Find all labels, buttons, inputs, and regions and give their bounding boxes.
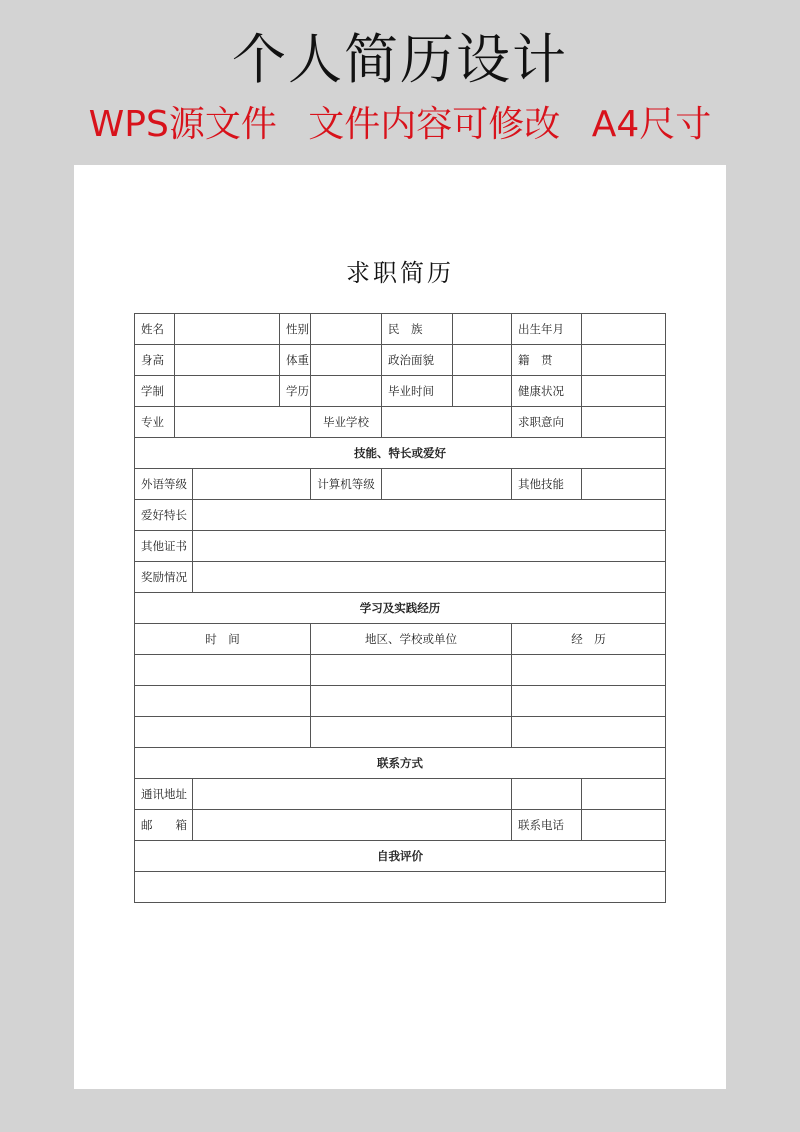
input-intent[interactable] (582, 407, 666, 438)
form-row (135, 810, 666, 841)
input-birth[interactable] (582, 314, 666, 345)
input-exp-place[interactable] (311, 717, 512, 748)
label-degree: 学历 (280, 376, 311, 407)
form-row (135, 438, 666, 469)
form-row (135, 562, 666, 593)
label-name: 姓名 (135, 314, 175, 345)
input-degree[interactable] (311, 376, 382, 407)
form-row (135, 531, 666, 562)
label-email: 邮 箱 (135, 810, 193, 841)
label-schooling: 学制 (135, 376, 175, 407)
label-ethnicity: 民 族 (382, 314, 453, 345)
form-row (135, 779, 666, 810)
label-health: 健康状况 (512, 376, 582, 407)
label-language: 外语等级 (135, 469, 193, 500)
input-native[interactable] (582, 345, 666, 376)
input-other-skill[interactable] (582, 469, 666, 500)
label-address: 通讯地址 (135, 779, 193, 810)
section-header-contact: 联系方式 (135, 748, 666, 779)
label-hobby: 爱好特长 (135, 500, 193, 531)
input-health[interactable] (582, 376, 666, 407)
input-gender[interactable] (311, 314, 382, 345)
input-exp-time[interactable] (135, 686, 311, 717)
label-cert: 其他证书 (135, 531, 193, 562)
input-exp-detail[interactable] (512, 717, 666, 748)
banner-subtitle (0, 100, 800, 150)
input-school[interactable] (382, 407, 512, 438)
form-row (135, 469, 666, 500)
banner-sub-editable: 文件内容可修改 (308, 104, 561, 145)
input-political[interactable] (453, 345, 512, 376)
label-other-skill: 其他技能 (512, 469, 582, 500)
label-award: 奖励情况 (135, 562, 193, 593)
resume-form-table (134, 313, 666, 903)
input-award[interactable] (193, 562, 666, 593)
input-exp-detail[interactable] (512, 655, 666, 686)
label-political: 政治面貌 (382, 345, 453, 376)
input-exp-place[interactable] (311, 655, 512, 686)
resume-paper (74, 165, 726, 1089)
input-ethnicity[interactable] (453, 314, 512, 345)
section-header-self: 自我评价 (135, 841, 666, 872)
banner-title: 个人简历设计 (232, 28, 568, 91)
input-exp-time[interactable] (135, 717, 311, 748)
input-hobby[interactable] (193, 500, 666, 531)
resume-title: 求职简历 (346, 259, 454, 287)
input-language[interactable] (193, 469, 311, 500)
label-phone: 联系电话 (512, 810, 582, 841)
input-name[interactable] (175, 314, 280, 345)
form-row (135, 624, 666, 655)
section-header-experience: 学习及实践经历 (135, 593, 666, 624)
banner-sub-wps: WPS源文件 (88, 104, 277, 145)
col-header-experience: 经 历 (512, 624, 666, 655)
input-email[interactable] (193, 810, 512, 841)
form-row (135, 686, 666, 717)
input-address[interactable] (193, 779, 512, 810)
input-exp-time[interactable] (135, 655, 311, 686)
form-row (135, 345, 666, 376)
input-cert[interactable] (193, 531, 666, 562)
label-school: 毕业学校 (311, 407, 382, 438)
input-computer[interactable] (382, 469, 512, 500)
input-exp-place[interactable] (311, 686, 512, 717)
input-graduation[interactable] (453, 376, 512, 407)
label-graduation: 毕业时间 (382, 376, 453, 407)
label-birth: 出生年月 (512, 314, 582, 345)
form-row (135, 314, 666, 345)
input-major[interactable] (175, 407, 311, 438)
section-header-skills: 技能、特长或爱好 (135, 438, 666, 469)
input-height[interactable] (175, 345, 280, 376)
input-exp-detail[interactable] (512, 686, 666, 717)
banner-sub-a4: A4尺寸 (591, 104, 712, 145)
input-self-evaluation[interactable] (135, 872, 666, 903)
label-intent: 求职意向 (512, 407, 582, 438)
form-row (135, 872, 666, 903)
label-major: 专业 (135, 407, 175, 438)
label-weight: 体重 (280, 345, 311, 376)
input-schooling[interactable] (175, 376, 280, 407)
label-computer: 计算机等级 (311, 469, 382, 500)
form-row (135, 500, 666, 531)
form-row (135, 655, 666, 686)
form-row (135, 376, 666, 407)
form-row (135, 407, 666, 438)
input-address-extra[interactable] (512, 779, 582, 810)
input-weight[interactable] (311, 345, 382, 376)
form-row (135, 841, 666, 872)
form-row (135, 748, 666, 779)
label-height: 身高 (135, 345, 175, 376)
label-native: 籍 贯 (512, 345, 582, 376)
col-header-place: 地区、学校或单位 (311, 624, 512, 655)
form-row (135, 593, 666, 624)
input-address-extra2[interactable] (582, 779, 666, 810)
input-phone[interactable] (582, 810, 666, 841)
form-row (135, 717, 666, 748)
label-gender: 性别 (280, 314, 311, 345)
col-header-time: 时 间 (135, 624, 311, 655)
